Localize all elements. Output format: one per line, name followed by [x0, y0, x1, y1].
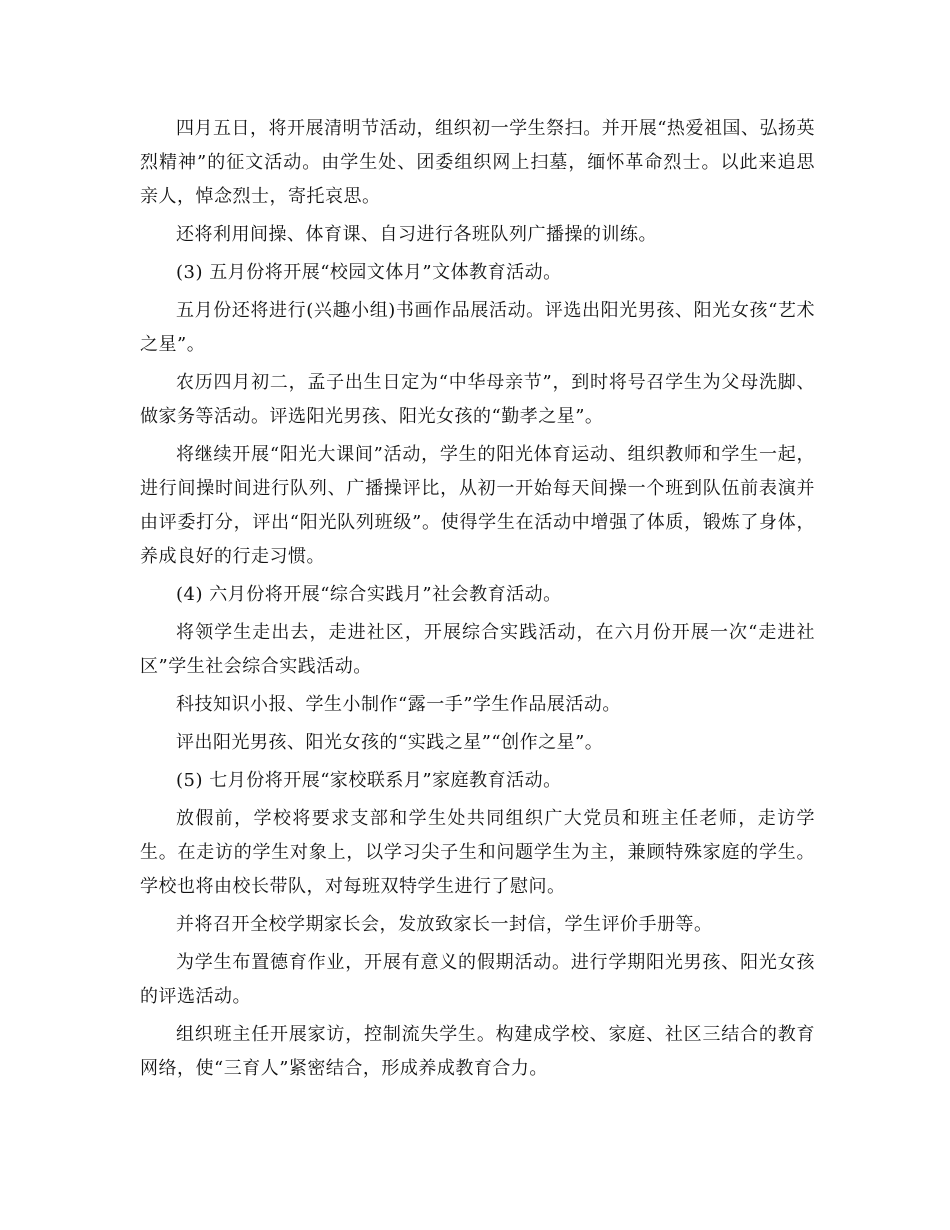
paragraph-community-practice: 将领学生走出去，走进社区，开展综合实践活动，在六月份开展一次“走进社区”学生社会综合实践活动。 [140, 622, 815, 677]
paragraph-science-exhibit: 科技知识小报、学生小制作“露一手”学生作品展活动。 [176, 694, 621, 715]
paragraph-sunshine-break: 将继续开展“阳光大课间”活动，学生的阳光体育运动、组织教师和学生一起，进行间操时间进行队列、广播操评比，从初一开始每天间操一个班到队伍前表演并由评委打分，评出“阳光队列班级”。使得学生在活动中增强了体质，锻炼了身体，养成良好的行走习惯。 [140, 444, 815, 567]
paragraph-practice-stars: 评出阳光男孩、阳光女孩的“实践之星”“创作之星”。 [176, 732, 604, 753]
paragraph-art-exhibition: 五月份还将进行(兴趣小组)书画作品展活动。评选出阳光男孩、阳光女孩“艺术之星”。 [140, 300, 815, 355]
paragraph-july-heading: (5) 七月份将开展“家校联系月”家庭教育活动。 [176, 770, 562, 791]
paragraph-june-heading: (4) 六月份将开展“综合实践月”社会教育活动。 [176, 584, 562, 605]
paragraph-may-heading: (3) 五月份将开展“校园文体月”文体教育活动。 [176, 262, 562, 283]
paragraph-qingming: 四月五日，将开展清明节活动，组织初一学生祭扫。并开展“热爱祖国、弘扬英烈精神”的征文活动。由学生处、团委组织网上扫墓，缅怀革命烈士。以此来追思亲人，悼念烈士，寄托哀思。 [140, 118, 815, 207]
paragraph-broadcast-exercise: 还将利用间操、体育课、自习进行各班队列广播操的训练。 [176, 224, 657, 245]
paragraph-mothers-day: 农历四月初二，孟子出生日定为“中华母亲节”，到时将号召学生为父母洗脚、做家务等活动。评选阳光男孩、阳光女孩的“勤孝之星”。 [140, 372, 815, 427]
paragraph-holiday-homework: 为学生布置德育作业，开展有意义的假期活动。进行学期阳光男孩、阳光女孩的评选活动。 [140, 952, 815, 1007]
paragraph-parent-meeting: 并将召开全校学期家长会，发放致家长一封信，学生评价手册等。 [176, 914, 713, 935]
document-body [140, 112, 815, 1090]
paragraph-home-visits: 放假前，学校将要求支部和学生处共同组织广大党员和班主任老师，走访学生。在走访的学生对象上，以学习尖子生和问题学生为主，兼顾特殊家庭的学生。学校也将由校长带队，对每班双特学生进行了慰问。 [140, 808, 815, 897]
paragraph-education-network: 组织班主任开展家访，控制流失学生。构建成学校、家庭、社区三结合的教育网络，使“三育人”紧密结合，形成养成教育合力。 [140, 1024, 815, 1079]
